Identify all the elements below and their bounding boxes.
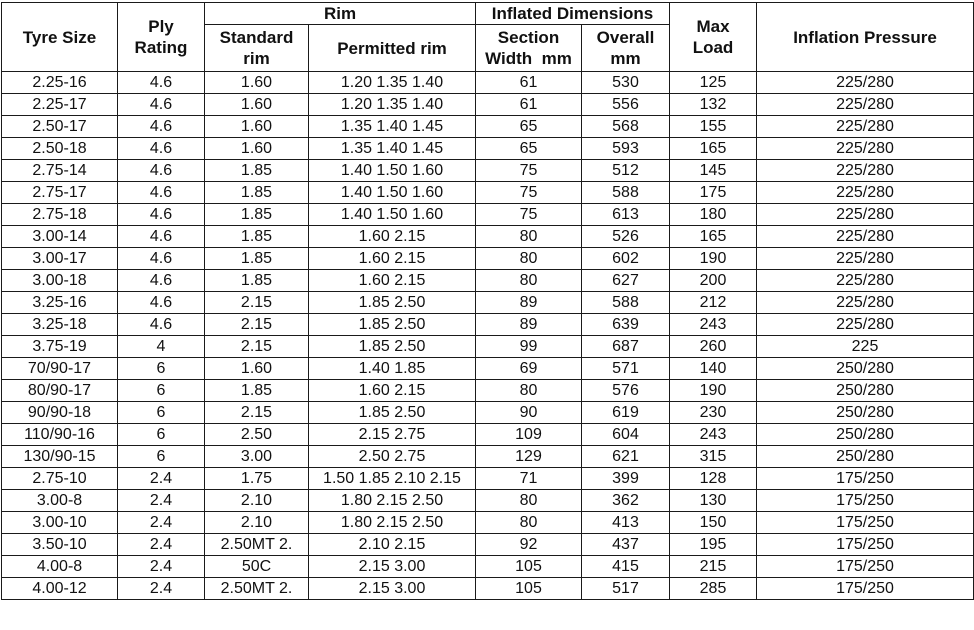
cell-overall: 619 [582, 402, 670, 424]
cell-section-width: 65 [476, 116, 582, 138]
cell-inflation-pressure: 250/280 [757, 402, 974, 424]
cell-overall: 627 [582, 270, 670, 292]
cell-overall: 556 [582, 94, 670, 116]
cell-section-width: 71 [476, 468, 582, 490]
cell-inflation-pressure: 225/280 [757, 292, 974, 314]
cell-permitted-rim: 1.40 1.50 1.60 [309, 182, 476, 204]
cell-permitted-rim: 2.15 3.00 [309, 578, 476, 600]
header-standard-rim [205, 25, 309, 72]
cell-overall: 621 [582, 446, 670, 468]
cell-max-load: 150 [670, 512, 757, 534]
cell-section-width: 80 [476, 248, 582, 270]
header-overall [582, 25, 670, 72]
cell-max-load: 175 [670, 182, 757, 204]
cell-max-load: 190 [670, 248, 757, 270]
cell-max-load: 212 [670, 292, 757, 314]
cell-permitted-rim: 1.60 2.15 [309, 226, 476, 248]
cell-standard-rim: 2.10 [205, 512, 309, 534]
cell-permitted-rim: 1.80 2.15 2.50 [309, 512, 476, 534]
cell-section-width: 109 [476, 424, 582, 446]
cell-inflation-pressure: 250/280 [757, 446, 974, 468]
cell-overall: 437 [582, 534, 670, 556]
cell-ply-rating: 4 [118, 336, 205, 358]
cell-tyre-size: 3.00-14 [2, 226, 118, 248]
cell-max-load: 165 [670, 226, 757, 248]
cell-tyre-size: 80/90-17 [2, 380, 118, 402]
cell-standard-rim: 2.50MT 2. [205, 534, 309, 556]
cell-max-load: 128 [670, 468, 757, 490]
cell-standard-rim: 1.60 [205, 138, 309, 160]
cell-overall: 639 [582, 314, 670, 336]
cell-standard-rim: 50C [205, 556, 309, 578]
cell-standard-rim: 3.00 [205, 446, 309, 468]
cell-section-width: 90 [476, 402, 582, 424]
cell-standard-rim: 1.75 [205, 468, 309, 490]
header-standard-rim-line1: Standard [219, 28, 294, 47]
cell-tyre-size: 3.00-18 [2, 270, 118, 292]
cell-ply-rating: 2.4 [118, 556, 205, 578]
cell-tyre-size: 4.00-12 [2, 578, 118, 600]
cell-ply-rating: 6 [118, 358, 205, 380]
header-tyre-size: Tyre Size [2, 3, 118, 72]
cell-inflation-pressure: 225/280 [757, 204, 974, 226]
cell-inflation-pressure: 250/280 [757, 358, 974, 380]
cell-standard-rim: 2.15 [205, 292, 309, 314]
cell-permitted-rim: 1.60 2.15 [309, 380, 476, 402]
cell-ply-rating: 4.6 [118, 204, 205, 226]
cell-overall: 588 [582, 182, 670, 204]
cell-inflation-pressure: 225/280 [757, 116, 974, 138]
cell-permitted-rim: 2.15 2.75 [309, 424, 476, 446]
table-row [2, 468, 974, 490]
table-row [2, 556, 974, 578]
cell-section-width: 61 [476, 72, 582, 94]
cell-ply-rating: 2.4 [118, 512, 205, 534]
cell-overall: 362 [582, 490, 670, 512]
cell-max-load: 132 [670, 94, 757, 116]
cell-standard-rim: 1.85 [205, 248, 309, 270]
cell-overall: 399 [582, 468, 670, 490]
header-inflation-pressure: Inflation Pressure [757, 3, 974, 72]
cell-permitted-rim: 1.20 1.35 1.40 [309, 94, 476, 116]
cell-ply-rating: 6 [118, 424, 205, 446]
cell-max-load: 180 [670, 204, 757, 226]
cell-inflation-pressure: 225/280 [757, 270, 974, 292]
cell-permitted-rim: 1.40 1.50 1.60 [309, 160, 476, 182]
cell-max-load: 243 [670, 424, 757, 446]
cell-standard-rim: 1.85 [205, 204, 309, 226]
cell-max-load: 215 [670, 556, 757, 578]
cell-permitted-rim: 1.35 1.40 1.45 [309, 138, 476, 160]
cell-section-width: 80 [476, 226, 582, 248]
cell-overall: 568 [582, 116, 670, 138]
table-body [2, 72, 974, 600]
cell-standard-rim: 1.60 [205, 72, 309, 94]
cell-tyre-size: 3.25-16 [2, 292, 118, 314]
cell-permitted-rim: 2.10 2.15 [309, 534, 476, 556]
cell-max-load: 230 [670, 402, 757, 424]
cell-max-load: 125 [670, 72, 757, 94]
table-row [2, 226, 974, 248]
cell-max-load: 285 [670, 578, 757, 600]
cell-inflation-pressure: 225/280 [757, 160, 974, 182]
table-row [2, 512, 974, 534]
table-row [2, 446, 974, 468]
cell-ply-rating: 4.6 [118, 248, 205, 270]
cell-tyre-size: 3.75-19 [2, 336, 118, 358]
cell-section-width: 69 [476, 358, 582, 380]
cell-max-load: 200 [670, 270, 757, 292]
cell-max-load: 145 [670, 160, 757, 182]
cell-permitted-rim: 1.60 2.15 [309, 270, 476, 292]
cell-inflation-pressure: 175/250 [757, 556, 974, 578]
header-max-load-line1: Max [696, 17, 730, 36]
cell-tyre-size: 130/90-15 [2, 446, 118, 468]
cell-ply-rating: 4.6 [118, 270, 205, 292]
tyre-specification-table [1, 2, 974, 600]
table-row [2, 578, 974, 600]
cell-tyre-size: 2.75-10 [2, 468, 118, 490]
cell-max-load: 140 [670, 358, 757, 380]
cell-section-width: 75 [476, 160, 582, 182]
cell-overall: 604 [582, 424, 670, 446]
cell-max-load: 165 [670, 138, 757, 160]
table-row [2, 138, 974, 160]
cell-ply-rating: 2.4 [118, 578, 205, 600]
cell-section-width: 92 [476, 534, 582, 556]
cell-inflation-pressure: 225/280 [757, 138, 974, 160]
table-row [2, 160, 974, 182]
header-inflated-dimensions: Inflated Dimensions [476, 3, 670, 25]
cell-overall: 593 [582, 138, 670, 160]
cell-ply-rating: 4.6 [118, 292, 205, 314]
table-header [2, 3, 974, 72]
cell-inflation-pressure: 225/280 [757, 314, 974, 336]
cell-inflation-pressure: 175/250 [757, 490, 974, 512]
table-row [2, 72, 974, 94]
table-row [2, 534, 974, 556]
cell-overall: 613 [582, 204, 670, 226]
cell-ply-rating: 4.6 [118, 160, 205, 182]
cell-max-load: 315 [670, 446, 757, 468]
cell-section-width: 61 [476, 94, 582, 116]
cell-tyre-size: 2.75-14 [2, 160, 118, 182]
header-standard-rim-line2: rim [243, 49, 270, 68]
table-row [2, 380, 974, 402]
table-row [2, 116, 974, 138]
cell-overall: 576 [582, 380, 670, 402]
cell-max-load: 130 [670, 490, 757, 512]
header-rim: Rim [205, 3, 476, 25]
cell-permitted-rim: 2.15 3.00 [309, 556, 476, 578]
header-permitted-rim: Permitted rim [309, 25, 476, 72]
cell-tyre-size: 70/90-17 [2, 358, 118, 380]
table-row [2, 292, 974, 314]
cell-tyre-size: 3.25-18 [2, 314, 118, 336]
cell-ply-rating: 2.4 [118, 490, 205, 512]
cell-standard-rim: 1.60 [205, 358, 309, 380]
cell-standard-rim: 2.50MT 2. [205, 578, 309, 600]
cell-section-width: 129 [476, 446, 582, 468]
cell-standard-rim: 1.60 [205, 116, 309, 138]
cell-tyre-size: 3.00-10 [2, 512, 118, 534]
table-row [2, 204, 974, 226]
cell-permitted-rim: 1.85 2.50 [309, 292, 476, 314]
header-section-width-line1: Section [497, 28, 560, 47]
cell-tyre-size: 4.00-8 [2, 556, 118, 578]
cell-standard-rim: 1.85 [205, 226, 309, 248]
cell-section-width: 75 [476, 204, 582, 226]
cell-section-width: 105 [476, 556, 582, 578]
cell-tyre-size: 2.75-18 [2, 204, 118, 226]
header-ply-rating-line1: Ply [148, 17, 174, 36]
cell-standard-rim: 2.15 [205, 336, 309, 358]
cell-overall: 526 [582, 226, 670, 248]
cell-inflation-pressure: 250/280 [757, 380, 974, 402]
cell-overall: 512 [582, 160, 670, 182]
cell-section-width: 65 [476, 138, 582, 160]
header-section-width [476, 25, 582, 72]
cell-permitted-rim: 1.85 2.50 [309, 402, 476, 424]
table-row [2, 424, 974, 446]
cell-section-width: 80 [476, 380, 582, 402]
cell-standard-rim: 1.85 [205, 270, 309, 292]
cell-tyre-size: 3.00-17 [2, 248, 118, 270]
cell-standard-rim: 2.15 [205, 402, 309, 424]
cell-ply-rating: 4.6 [118, 72, 205, 94]
table-row [2, 336, 974, 358]
header-ply-rating [118, 3, 205, 72]
cell-ply-rating: 2.4 [118, 534, 205, 556]
cell-tyre-size: 2.75-17 [2, 182, 118, 204]
cell-inflation-pressure: 250/280 [757, 424, 974, 446]
cell-section-width: 89 [476, 314, 582, 336]
cell-ply-rating: 4.6 [118, 138, 205, 160]
cell-section-width: 89 [476, 292, 582, 314]
table-row [2, 402, 974, 424]
cell-overall: 517 [582, 578, 670, 600]
cell-section-width: 99 [476, 336, 582, 358]
table-row [2, 248, 974, 270]
cell-permitted-rim: 1.20 1.35 1.40 [309, 72, 476, 94]
cell-overall: 413 [582, 512, 670, 534]
cell-standard-rim: 2.10 [205, 490, 309, 512]
cell-standard-rim: 1.85 [205, 380, 309, 402]
cell-ply-rating: 4.6 [118, 94, 205, 116]
cell-inflation-pressure: 225/280 [757, 248, 974, 270]
table-row [2, 94, 974, 116]
cell-permitted-rim: 2.50 2.75 [309, 446, 476, 468]
cell-max-load: 243 [670, 314, 757, 336]
cell-permitted-rim: 1.35 1.40 1.45 [309, 116, 476, 138]
cell-overall: 602 [582, 248, 670, 270]
cell-permitted-rim: 1.60 2.15 [309, 248, 476, 270]
table-row [2, 358, 974, 380]
cell-ply-rating: 4.6 [118, 116, 205, 138]
cell-permitted-rim: 1.80 2.15 2.50 [309, 490, 476, 512]
cell-max-load: 190 [670, 380, 757, 402]
cell-overall: 588 [582, 292, 670, 314]
cell-standard-rim: 2.50 [205, 424, 309, 446]
table-row [2, 270, 974, 292]
cell-inflation-pressure: 225/280 [757, 94, 974, 116]
cell-tyre-size: 3.50-10 [2, 534, 118, 556]
header-overall-line2: mm [610, 49, 641, 68]
cell-section-width: 75 [476, 182, 582, 204]
cell-inflation-pressure: 225 [757, 336, 974, 358]
cell-ply-rating: 4.6 [118, 314, 205, 336]
cell-permitted-rim: 1.85 2.50 [309, 336, 476, 358]
cell-section-width: 105 [476, 578, 582, 600]
table-row [2, 314, 974, 336]
cell-tyre-size: 2.25-16 [2, 72, 118, 94]
header-ply-rating-line2: Rating [134, 38, 188, 57]
cell-overall: 530 [582, 72, 670, 94]
cell-tyre-size: 110/90-16 [2, 424, 118, 446]
cell-ply-rating: 2.4 [118, 468, 205, 490]
cell-ply-rating: 6 [118, 380, 205, 402]
cell-standard-rim: 1.60 [205, 94, 309, 116]
cell-tyre-size: 3.00-8 [2, 490, 118, 512]
header-section-width-line2: Width mm [485, 49, 572, 68]
cell-tyre-size: 2.50-17 [2, 116, 118, 138]
cell-inflation-pressure: 175/250 [757, 468, 974, 490]
cell-permitted-rim: 1.40 1.85 [309, 358, 476, 380]
cell-max-load: 195 [670, 534, 757, 556]
cell-ply-rating: 6 [118, 446, 205, 468]
header-overall-line1: Overall [596, 28, 655, 47]
cell-section-width: 80 [476, 490, 582, 512]
cell-section-width: 80 [476, 512, 582, 534]
cell-tyre-size: 2.50-18 [2, 138, 118, 160]
cell-standard-rim: 1.85 [205, 160, 309, 182]
cell-ply-rating: 4.6 [118, 226, 205, 248]
cell-inflation-pressure: 225/280 [757, 182, 974, 204]
table-row [2, 182, 974, 204]
table-row [2, 490, 974, 512]
cell-inflation-pressure: 175/250 [757, 578, 974, 600]
cell-section-width: 80 [476, 270, 582, 292]
cell-overall: 687 [582, 336, 670, 358]
cell-inflation-pressure: 175/250 [757, 512, 974, 534]
cell-permitted-rim: 1.50 1.85 2.10 2.15 [309, 468, 476, 490]
cell-max-load: 260 [670, 336, 757, 358]
cell-inflation-pressure: 225/280 [757, 226, 974, 248]
cell-tyre-size: 90/90-18 [2, 402, 118, 424]
header-max-load-line2: Load [692, 38, 734, 57]
header-max-load [670, 3, 757, 72]
cell-standard-rim: 2.15 [205, 314, 309, 336]
cell-permitted-rim: 1.40 1.50 1.60 [309, 204, 476, 226]
cell-overall: 415 [582, 556, 670, 578]
cell-inflation-pressure: 175/250 [757, 534, 974, 556]
cell-inflation-pressure: 225/280 [757, 72, 974, 94]
cell-tyre-size: 2.25-17 [2, 94, 118, 116]
cell-ply-rating: 4.6 [118, 182, 205, 204]
cell-ply-rating: 6 [118, 402, 205, 424]
cell-overall: 571 [582, 358, 670, 380]
cell-permitted-rim: 1.85 2.50 [309, 314, 476, 336]
cell-standard-rim: 1.85 [205, 182, 309, 204]
cell-max-load: 155 [670, 116, 757, 138]
